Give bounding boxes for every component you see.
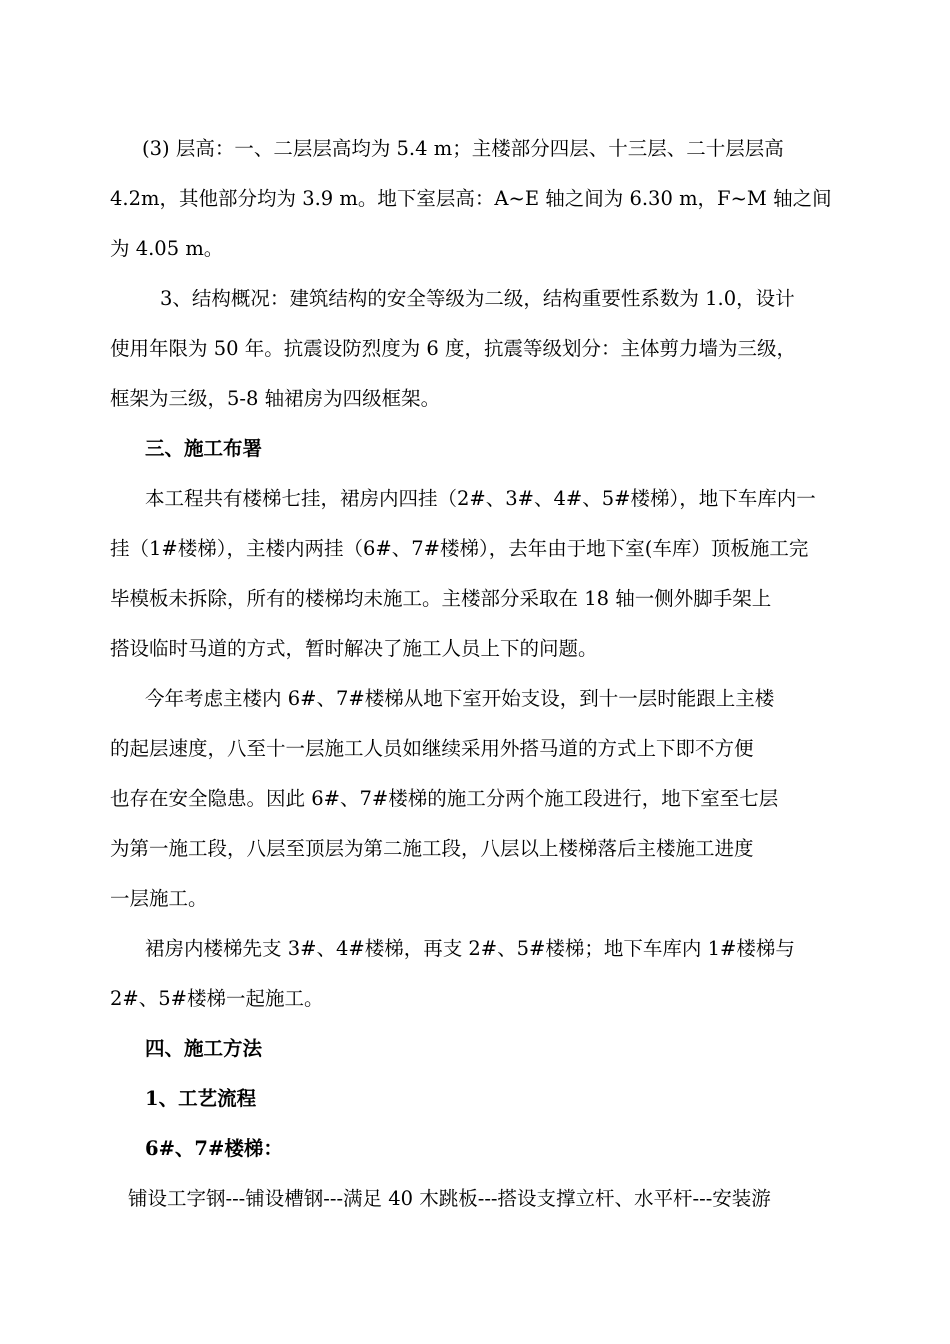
text-line: 的起层速度，八至十一层施工人员如继续采用外搭马道的方式上下即不方便 [110,737,754,760]
text-line: 3、结构概况：建筑结构的安全等级为二级，结构重要性系数为 1.0，设计 [160,287,795,310]
text-line: 一层施工。 [110,887,208,910]
text-line: 裙房内楼梯先支 3#、4#楼梯，再支 2#、5#楼梯；地下车库内 1#楼梯与 [145,937,795,960]
text-line: 搭设临时马道的方式，暂时解决了施工人员上下的问题。 [110,637,598,660]
text-line: 为 4.05 m。 [110,237,224,260]
text-line: 挂（1#楼梯），主楼内两挂（6#、7#楼梯），去年由于地下室(车库）顶板施工完 [110,537,809,560]
text-line: 使用年限为 50 年。抗震设防烈度为 6 度，抗震等级划分：主体剪力墙为三级， [110,337,797,360]
section-heading: 三、施工布署 [145,437,263,460]
text-line: 2#、5#楼梯一起施工。 [110,987,324,1010]
subsection-heading: 6#、7#楼梯： [145,1137,283,1160]
text-line: (3) 层高：一、二层层高均为 5.4 m；主楼部分四层、十三层、二十层层高 [142,137,784,160]
text-line: 铺设工字钢---铺设槽钢---满足 40 木跳板---搭设支撑立杆、水平杆---安装游 [128,1187,771,1210]
section-heading: 四、施工方法 [145,1037,263,1060]
text-line: 也存在安全隐患。因此 6#、7#楼梯的施工分两个施工段进行，地下室至七层 [110,787,779,810]
text-line: 4.2m，其他部分均为 3.9 m。地下室层高：A~E 轴之间为 6.30 m，F~M 轴之间 [110,187,832,210]
subsection-heading: 1、工艺流程 [145,1087,257,1110]
text-line: 框架为三级，5-8 轴裙房为四级框架。 [110,387,441,410]
text-line: 本工程共有楼梯七挂，裙房内四挂（2#、3#、4#、5#楼梯），地下车库内一 [145,487,816,510]
text-line: 毕模板未拆除，所有的楼梯均未施工。主楼部分采取在 18 轴一侧外脚手架上 [110,587,772,610]
text-line: 为第一施工段，八层至顶层为第二施工段，八层以上楼梯落后主楼施工进度 [110,837,754,860]
text-line: 今年考虑主楼内 6#、7#楼梯从地下室开始支设，到十一层时能跟上主楼 [145,687,775,710]
